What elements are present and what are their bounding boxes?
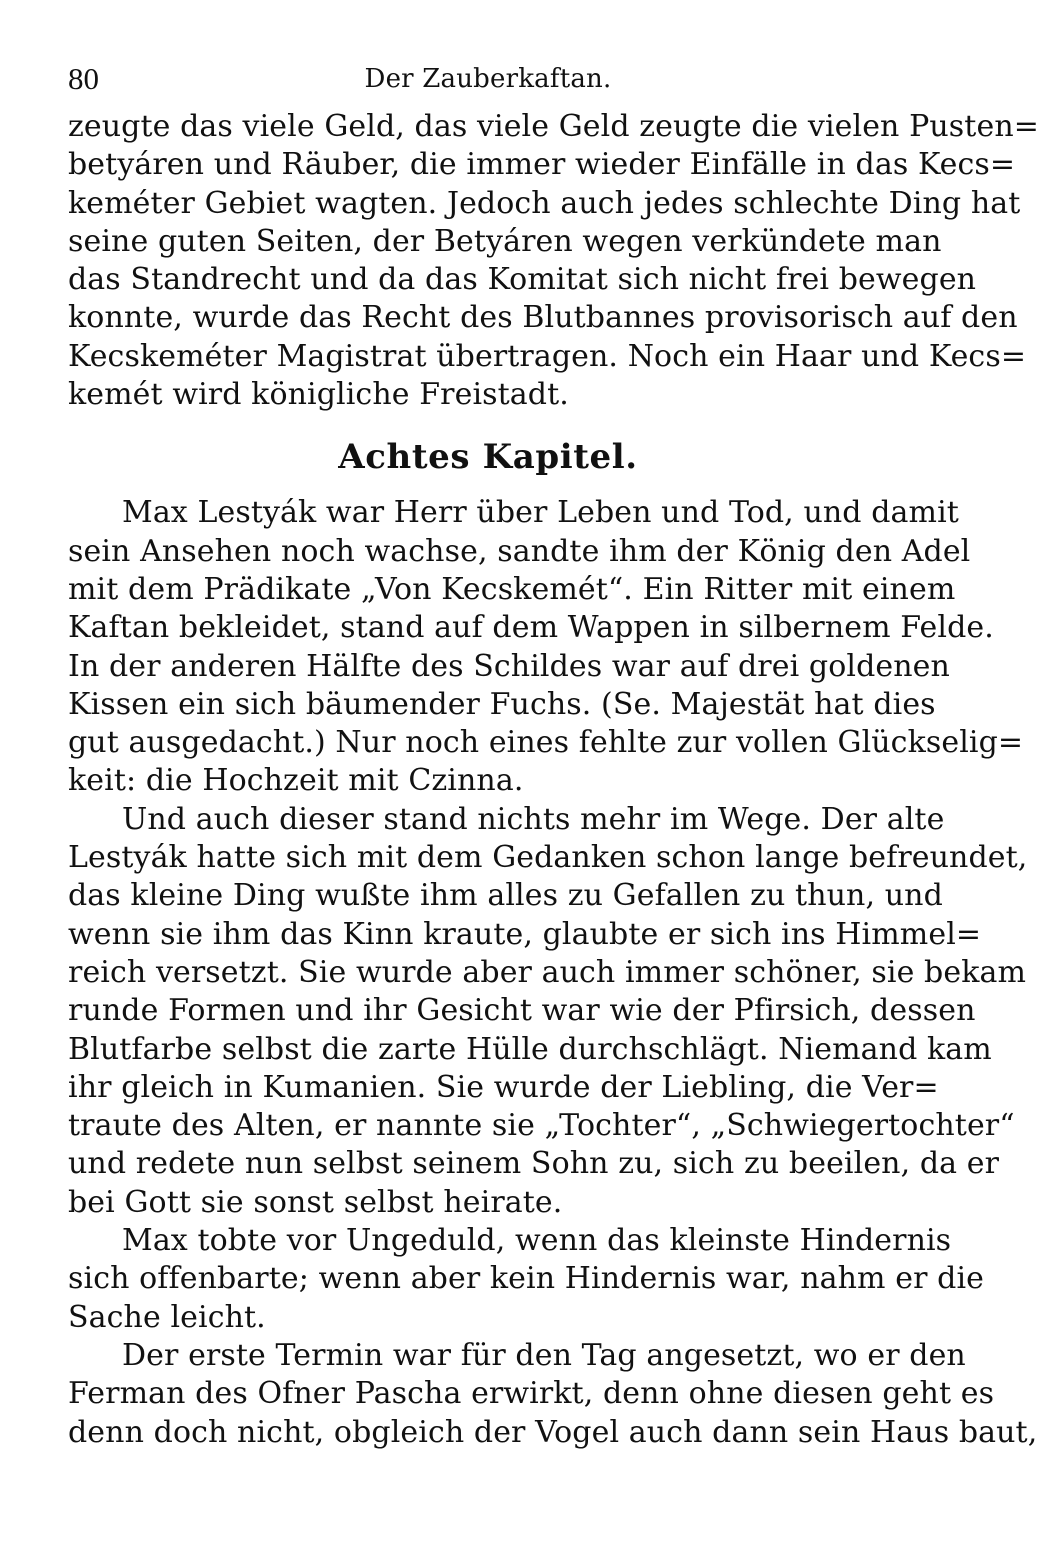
text-line: sich offenbarte; wenn aber kein Hindernis war, nahm er die [68,1261,984,1297]
text-line: runde Formen und ihr Gesicht war wie der Pfirsich, dessen [68,993,976,1029]
book-page [68,56,1039,1526]
text-line: traute des Alten, er nannte sie „Tochter“, „Schwiegertochter“ [68,1108,1015,1144]
text-line: seine guten Seiten, der Betyáren wegen verkündete man [68,223,942,259]
text-line: Blutfarbe selbst die zarte Hülle durchschlägt. Niemand kam [68,1031,992,1067]
text-line: mit dem Prädikate „Von Kecskemét“. Ein Ritter mit einem [68,571,956,607]
text-line: Ferman des Ofner Pascha erwirkt, denn ohne diesen geht es [68,1376,995,1412]
text-line: das Standrecht und da das Komitat sich nicht frei bewegen [68,262,977,298]
text-line: kemét wird königliche Freistadt. [68,377,569,413]
text-line: das kleine Ding wußte ihm alles zu Gefallen zu thun, und [68,878,943,914]
text-line: bei Gott sie sonst selbst heirate. [68,1184,563,1220]
text-line: keit: die Hochzeit mit Czinna. [68,763,524,799]
text-line: ihr gleich in Kumanien. Sie wurde der Liebling, die Ver= [68,1069,939,1105]
text-line: Max Lestyák war Herr über Leben und Tod, und damit [122,495,959,531]
text-line: wenn sie ihm das Kinn kraute, glaubte er sich ins Himmel= [68,916,982,952]
running-header [68,56,908,102]
text-line: Sache leicht. [68,1299,266,1335]
text-line: Kissen ein sich bäumender Fuchs. (Se. Majestät hat dies [68,686,936,722]
text-line: sein Ansehen noch wachse, sandte ihm der König den Adel [68,533,971,569]
text-line: Kecskeméter Magistrat übertragen. Noch ein Haar und Kecs= [68,338,1027,374]
paragraph [68,801,1028,1222]
paragraph [68,1337,1038,1452]
text-line: reich versetzt. Sie wurde aber auch immer schöner, sie bekam [68,954,1027,990]
text-line: betyáren und Räuber, die immer wieder Einfälle in das Kecs= [68,147,1016,183]
text-line: Und auch dieser stand nichts mehr im Wege. Der alte [122,801,945,837]
text-line: zeugte das viele Geld, das viele Geld zeugte die vielen Pusten= [68,109,1039,144]
text-line: Max tobte vor Ungeduld, wenn das kleinste Hindernis [122,1223,952,1259]
text-line: gut ausgedacht.) Nur noch eines fehlte zur vollen Glückselig= [68,725,1024,761]
text-line: Kaftan bekleidet, stand auf dem Wappen in silbernem Felde. [68,610,994,646]
paragraph [68,494,1024,800]
text-line: keméter Gebiet wagten. Jedoch auch jedes schlechte Ding hat [68,185,1021,221]
page-number: 80 [68,61,99,96]
paragraph [68,1222,984,1337]
text-line: und redete nun selbst seinem Sohn zu, sich zu beeilen, da er [68,1146,1000,1182]
text-line: konnte, wurde das Recht des Blutbannes provisorisch auf den [68,300,1018,336]
text-line: denn doch nicht, obgleich der Vogel auch dann sein Haus baut, [68,1414,1038,1450]
chapter-title: Achtes Kapitel. [338,437,638,478]
main-text [68,108,1039,1452]
running-title: Der Zauberkaftan. [364,64,612,94]
text-line: Der erste Termin war für den Tag angesetzt, wo er den [122,1337,966,1373]
text-line: Lestyák hatte sich mit dem Gedanken schon lange befreundet, [68,840,1028,876]
continued-paragraph [68,108,1039,414]
text-line: In der anderen Hälfte des Schildes war auf drei goldenen [68,648,950,684]
